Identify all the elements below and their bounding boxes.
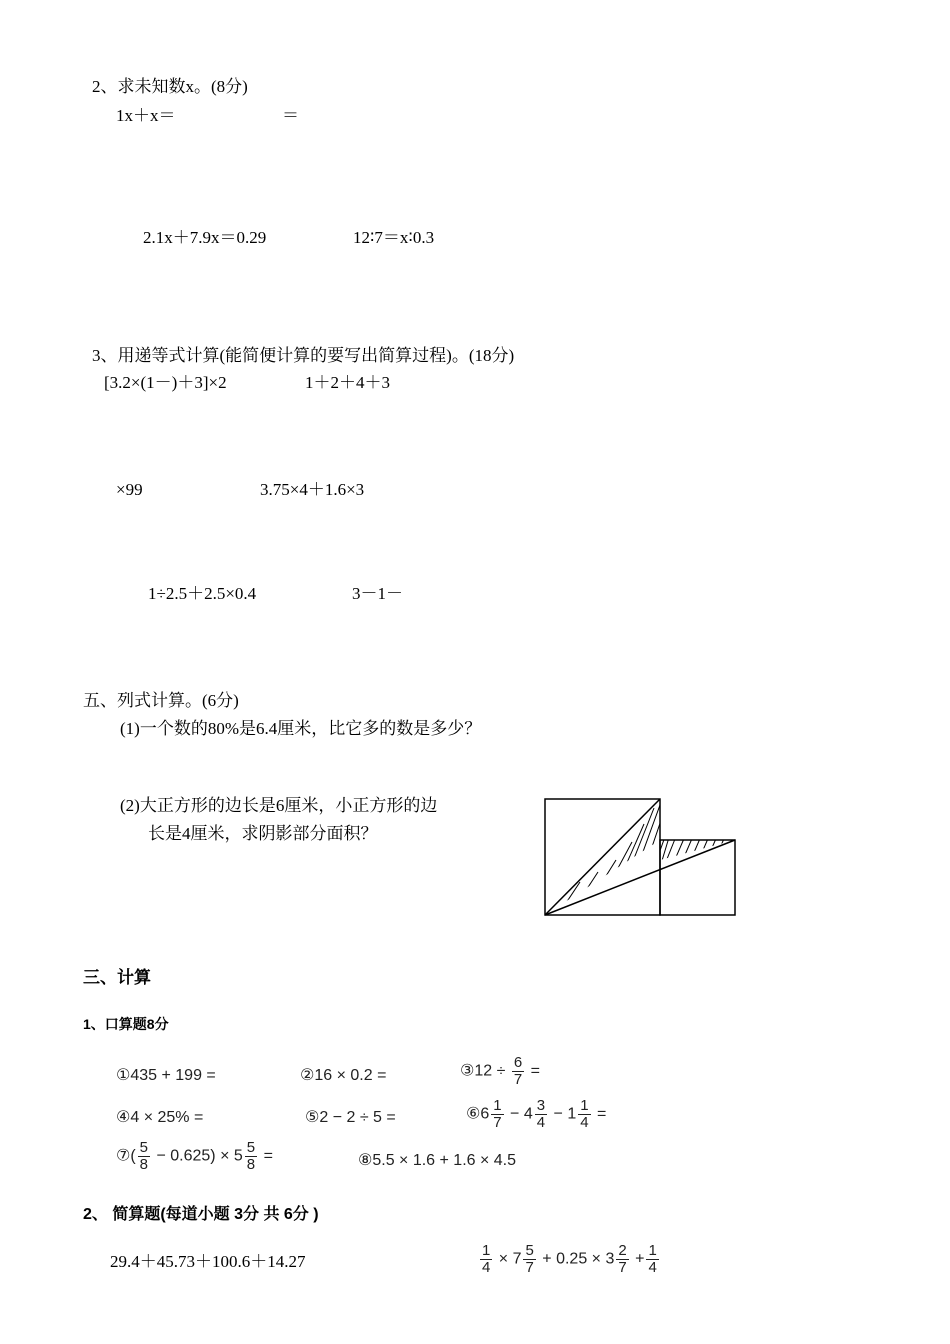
oral-item-2: ②16 × 0.2 = <box>300 1067 387 1084</box>
q2-title: 2、求未知数x。(8分) <box>92 77 248 96</box>
q2-equation-3: 12∶7＝x∶0.3 <box>353 228 435 247</box>
q5-problem-1: (1)一个数的80%是6.4厘米，比它多的数是多少？ <box>120 719 482 738</box>
oral-item-1: ①435 + 199 = <box>116 1067 216 1084</box>
simplify-expr-1: 29.4＋45.73＋100.6＋14.27 <box>110 1252 306 1271</box>
q3-expr-6: 3－1－ <box>352 584 403 603</box>
oral-item-6: ⑥6 $\frac{1}{7}$ − 4 $\frac{3}{4}$ − 1 $\frac{1}{4}$ = <box>466 1097 607 1131</box>
oral-item-7: ⑦( $\frac{5}{8}$ − 0.625) × 5 $\frac{5}{8}$ = <box>116 1139 273 1173</box>
simplify-expr-2: $\frac{1}{4}$ × 7 $\frac{5}{7}$ + 0.25 × 3 $\frac{2}{7}$ + $\frac{1}{4}$ <box>482 1242 657 1276</box>
oral-item-3: ③12 ÷ $\frac{6}{7}$ = <box>460 1054 540 1088</box>
oral-item-8: ⑧5.5 × 1.6 + 1.6 × 4.5 <box>358 1152 517 1169</box>
q2-equation-1: 1x＋x＝ <box>116 106 176 125</box>
oral-item-5: ⑤2 − 2 ÷ 5 = <box>305 1109 396 1126</box>
section-3-title: 三、计算 <box>83 968 151 987</box>
q5-title: 五、列式计算。(6分) <box>83 691 239 710</box>
q3-expr-5: 1÷2.5＋2.5×0.4 <box>148 584 257 603</box>
q2-equation-1-rhs: ＝ <box>282 106 299 125</box>
q3-expr-2: 1＋2＋4＋3 <box>305 373 390 392</box>
q5-problem-2-line1: (2)大正方形的边长是6厘米，小正方形的边 <box>120 796 438 815</box>
q3-expr-1: [3.2×(1－)＋3]×2 <box>104 373 227 392</box>
simplify-heading: 2、 简算题(每道小题 3分 共 6分 ) <box>83 1206 319 1223</box>
q5-problem-2-line2: 长是4厘米，求阴影部分面积？ <box>148 824 378 843</box>
q3-expr-4: 3.75×4＋1.6×3 <box>260 480 365 499</box>
squares-shaded-figure <box>540 794 740 920</box>
q3-expr-3: ×99 <box>116 480 143 499</box>
oral-calc-heading: 1、口算题8分 <box>83 1016 169 1032</box>
q2-equation-2: 2.1x＋7.9x＝0.29 <box>143 228 267 247</box>
q3-title: 3、用递等式计算(能简便计算的要写出简算过程)。(18分) <box>92 346 515 365</box>
oral-item-4: ④4 × 25% = <box>116 1109 204 1126</box>
